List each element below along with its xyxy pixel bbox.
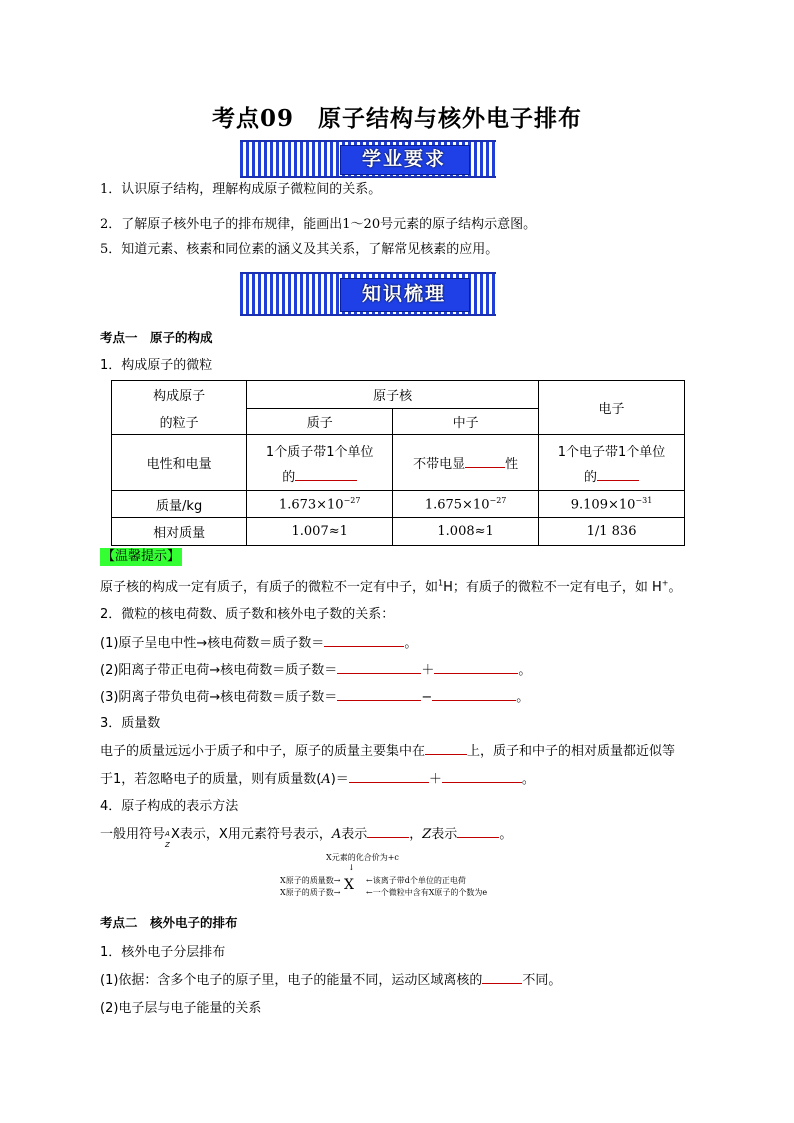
symbol-text: 一般用符号 A Z X表示，X用元素符号表示，A表示 ，Z表示 。 [100, 827, 513, 849]
diagram-proton-label: X原子的质子数→ [280, 888, 341, 897]
table-row-mass-label: 质量/kg [112, 491, 247, 518]
blank[interactable] [457, 825, 499, 838]
blank[interactable] [434, 661, 518, 674]
relation-2: (2)阳离子带正电荷→核电荷数＝质子数＝ ＋ 。 [100, 663, 532, 678]
requirement-2: 2．了解原子核外电子的排布规律，能画出1～20号元素的原子结构示意图。 [100, 217, 537, 232]
table-header-nucleus: 原子核 [247, 381, 539, 409]
table-header-particle: 构成原子 的粒子 [112, 381, 247, 435]
banner-knowledge [240, 272, 496, 316]
mass-text-2: 于1，若忽略电子的质量，则有质量数(A)＝ ＋ 。 [100, 772, 535, 787]
blank[interactable] [324, 634, 404, 647]
requirement-1: 1．认识原子结构，理解构成原子微粒间的关系。 [100, 182, 382, 197]
banner-label: 知识梳理 [361, 283, 446, 305]
nuclide-notation-diagram [276, 852, 556, 902]
banner-requirements [240, 140, 496, 178]
relation-1: (1)原子呈电中性→核电荷数＝质子数＝ 。 [100, 636, 418, 651]
section-1-sub-2: 2．微粒的核电荷数、质子数和核外电子数的关系： [100, 607, 395, 622]
table-cell-neutron-relative: 1.008≈1 [393, 518, 539, 546]
table-cell-neutron-mass: $1.675\times 10^{-27}$ [393, 491, 539, 518]
section-2-heading: 考点二 核外电子的排布 [100, 915, 238, 930]
section-2-relation: (2)电子层与电子能量的关系 [100, 1001, 262, 1016]
blank[interactable] [482, 971, 522, 984]
section-2-sub-1: 1．核外电子分层排布 [100, 945, 226, 960]
section-1-sub-3: 3．质量数 [100, 716, 161, 731]
arrow-down-icon: ↓ [348, 863, 355, 872]
table-cell-proton-charge: 1个质子带1个单位 的 [247, 435, 393, 491]
blank[interactable] [367, 825, 409, 838]
table-header-neutron: 中子 [393, 409, 539, 435]
table-cell-proton-relative: 1.007≈1 [247, 518, 393, 546]
section-2-basis: (1)依据：含多个电子的原子里，电子的能量不同，运动区域离核的 不同。 [100, 973, 562, 988]
blank[interactable] [337, 688, 421, 701]
table-row-charge-label: 电性和电量 [112, 435, 247, 491]
blank[interactable] [442, 770, 522, 783]
table-cell-electron-relative: 1/1 836 [539, 518, 685, 546]
particle-table [111, 380, 685, 546]
blank[interactable] [349, 770, 429, 783]
blank[interactable] [295, 468, 357, 481]
tip-label: 【温馨提示】 [102, 549, 181, 564]
table-cell-neutron-charge: 不带电显 性 [393, 435, 539, 491]
diagram-count-label: ←一个微粒中含有X原子的个数为e [366, 888, 488, 897]
banner-label: 学业要求 [361, 148, 446, 170]
blank[interactable] [337, 661, 421, 674]
requirement-3: 5．知道元素、核素和同位素的涵义及其关系，了解常见核素的应用。 [100, 242, 499, 257]
blank[interactable] [432, 688, 516, 701]
table-header-electron: 电子 [539, 381, 685, 435]
page-title: 考点09 原子结构与核外电子排布 [211, 105, 582, 132]
diagram-valence-label: X元素的化合价为+c [326, 853, 399, 862]
blank[interactable] [465, 455, 505, 468]
diagram-charge-label: ←该离子带d个单位的正电荷 [366, 876, 466, 885]
blank[interactable] [425, 742, 467, 755]
table-cell-electron-mass: $9.109\times 10^{-31}$ [539, 491, 685, 518]
table-row-relative-label: 相对质量 [112, 518, 247, 546]
relation-3: (3)阴离子带负电荷→核电荷数＝质子数＝ − 。 [100, 690, 530, 705]
tip-text: 原子核的构成一定有质子，有质子的微粒不一定有中子，如$^1$H；有质子的微粒不一定有电子，如 H+。 [100, 578, 682, 595]
diagram-mass-label: X原子的质量数→ [280, 876, 341, 885]
diagram-symbol: X [344, 877, 354, 893]
section-1-sub-1: 1．构成原子的微粒 [100, 358, 213, 373]
section-1-heading: 考点一 原子的构成 [100, 330, 213, 345]
table-header-proton: 质子 [247, 409, 393, 435]
blank[interactable] [597, 468, 639, 481]
mass-text-1: 电子的质量远远小于质子和中子，原子的质量主要集中在 上，质子和中子的相对质量都近似等 [100, 744, 676, 759]
section-1-sub-4: 4．原子构成的表示方法 [100, 799, 239, 814]
table-cell-electron-charge: 1个电子带1个单位 的 [539, 435, 685, 491]
table-cell-proton-mass: $1.673\times 10^{-27}$ [247, 491, 393, 518]
